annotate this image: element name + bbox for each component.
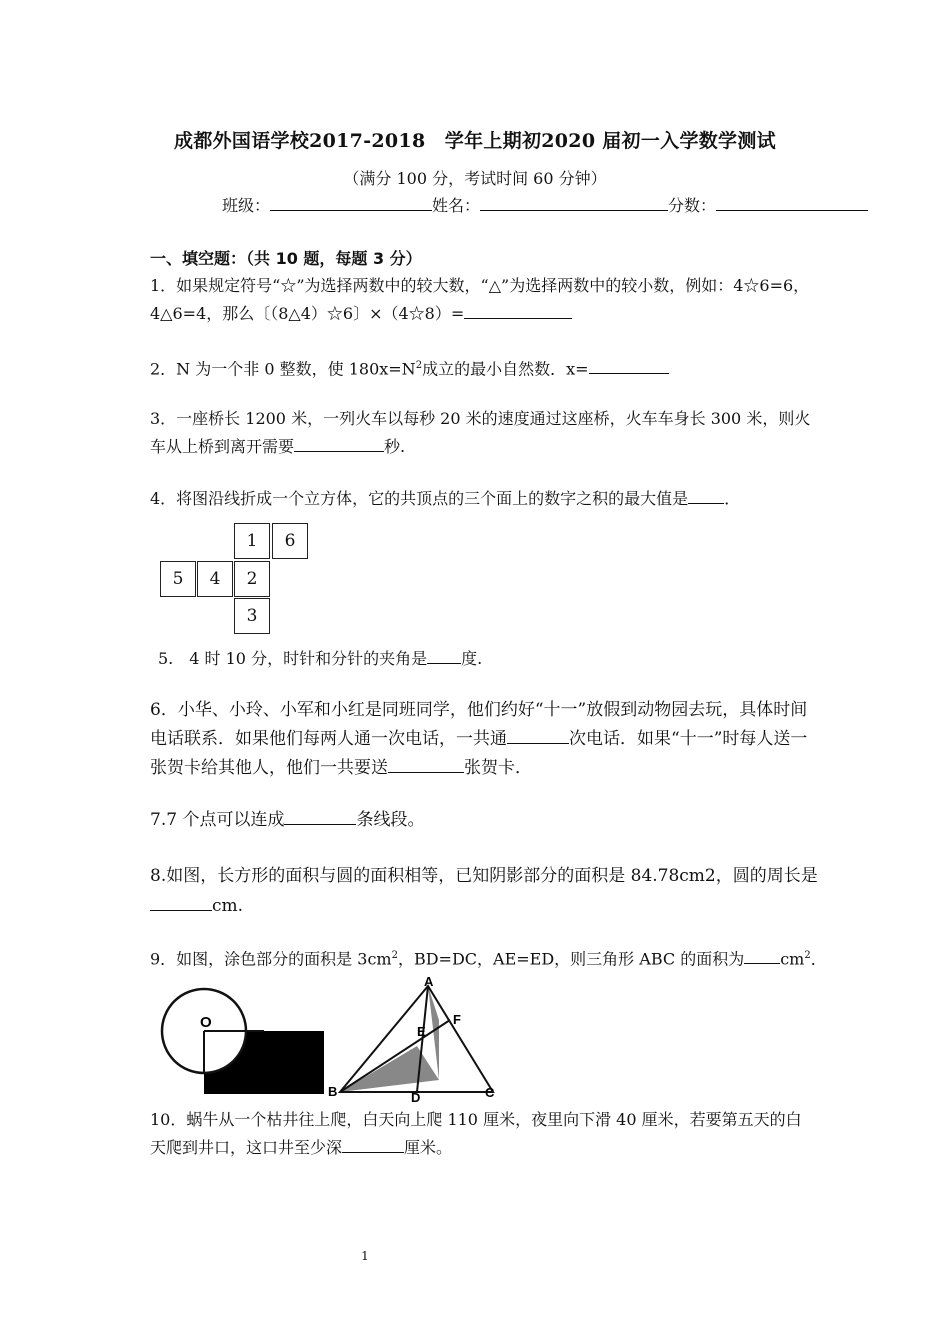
q3-answer-blank[interactable] xyxy=(294,437,384,452)
student-info-row xyxy=(222,193,868,216)
q2-text: 2．N 为一个非 0 整数，使 180x=N xyxy=(150,359,416,379)
question-2 xyxy=(150,352,669,383)
question-9 xyxy=(150,942,827,973)
page-number: 1 xyxy=(361,1249,369,1263)
q8-line2 xyxy=(150,891,818,921)
q10-answer-blank[interactable] xyxy=(342,1138,404,1153)
net-cell-2: 2 xyxy=(234,561,270,597)
question-3 xyxy=(150,405,810,461)
shaded-region-bottom xyxy=(340,1046,439,1092)
q6-line2 xyxy=(150,725,807,754)
question-8 xyxy=(150,861,818,921)
question-4 xyxy=(150,485,740,513)
q6-line1: 6．小华、小玲、小军和小红是同班同学，他们约好“十一”放假到动物园去玩，具体时间 xyxy=(150,700,808,720)
q6-answer-blank-1[interactable] xyxy=(507,729,569,744)
label-f: F xyxy=(453,1012,461,1027)
label-e: E xyxy=(417,1024,426,1039)
q2-superscript: 2 xyxy=(415,360,423,371)
q9-answer-blank[interactable] xyxy=(744,949,780,964)
exam-subtitle: （满分 100 分，考试时间 60 分钟） xyxy=(343,169,607,188)
question-7 xyxy=(150,806,424,834)
section-heading: 一、填空题：（共 10 题，每题 3 分） xyxy=(150,249,422,268)
circle-rectangle-figure xyxy=(160,975,330,1100)
q10-line1: 10．蜗牛从一个枯井往上爬，白天向上爬 110 厘米，夜里向下滑 40 厘米，若要第五天的白 xyxy=(150,1110,802,1129)
name-blank[interactable] xyxy=(480,194,668,211)
net-cell-5: 5 xyxy=(160,561,196,597)
q4-text: 4．将图沿线折成一个立方体，它的共顶点的三个面上的数字之积的最大值是 xyxy=(150,489,689,508)
q1-line1: 1．如果规定符号“☆”为选择两数中的较大数，“△”为选择两数中的较小数，例如：4☆6=6， xyxy=(150,276,810,295)
q9-superscript-2: 2 xyxy=(804,950,811,961)
label-c: C xyxy=(485,1085,495,1100)
q7-end: 条线段。 xyxy=(356,810,425,830)
page-title: 成都外国语学校2017-2018 学年上期初2020 届初一入学数学测试 xyxy=(174,130,776,152)
q4-end: ． xyxy=(724,489,741,508)
q5-end: 度. xyxy=(461,649,483,668)
q6-line3-text: 张贺卡给其他人，他们一共要送 xyxy=(150,758,388,778)
q3-line1: 3．一座桥长 1200 米，一列火车以每秒 20 米的速度通过这座桥，火车车身长 300 米，则火 xyxy=(150,409,811,428)
class-blank[interactable] xyxy=(270,194,432,211)
q10-line2-end: 厘米。 xyxy=(404,1138,453,1157)
q9-superscript-1: 2 xyxy=(391,950,398,961)
q7-text: 7.7 个点可以连成 xyxy=(150,810,285,830)
q8-answer-blank[interactable] xyxy=(150,896,212,911)
q9-end: ． xyxy=(810,949,827,969)
q6-line3 xyxy=(150,754,807,783)
label-b: B xyxy=(328,1084,338,1099)
net-cell-4: 4 xyxy=(197,561,233,597)
q2-answer-blank[interactable] xyxy=(589,359,669,374)
q5-answer-blank[interactable] xyxy=(427,649,461,664)
q4-answer-blank[interactable] xyxy=(688,489,724,504)
score-blank[interactable] xyxy=(716,194,868,211)
q6-line2-text: 电话联系．如果他们每两人通一次电话，一共通 xyxy=(150,729,507,749)
label-o: O xyxy=(200,1014,212,1031)
name-label: 姓名： xyxy=(432,196,481,215)
q9-text: 9．如图，涂色部分的面积是 3cm xyxy=(150,949,392,969)
q7-answer-blank[interactable] xyxy=(284,810,356,825)
q3-line2-end: 秒. xyxy=(384,437,406,456)
score-label: 分数： xyxy=(668,196,717,215)
q10-line2-text: 天爬到井口，这口井至少深 xyxy=(150,1138,343,1157)
label-a: A xyxy=(424,974,434,989)
q6-line3-end: 张贺卡． xyxy=(464,758,532,778)
q6-answer-blank-2[interactable] xyxy=(388,758,464,773)
q5-text: 5. 4 时 10 分，时针和分针的夹角是 xyxy=(158,649,428,668)
q1-line2-text: 4△6=4，那么〔（8△4）☆6〕×（4☆8）= xyxy=(150,304,465,323)
question-1 xyxy=(150,272,809,328)
q3-line2 xyxy=(150,433,810,461)
net-cell-3: 3 xyxy=(234,598,270,634)
q10-line2 xyxy=(150,1134,802,1162)
q1-line2 xyxy=(150,300,809,328)
q9-text-mid: ，BD=DC，AE=ED，则三角形 ABC 的面积为 xyxy=(397,949,745,969)
triangle-abc-figure xyxy=(325,972,510,1104)
question-10 xyxy=(150,1106,802,1162)
q3-line2-text: 车从上桥到离开需要 xyxy=(150,437,295,456)
question-6 xyxy=(150,696,807,783)
q1-answer-blank[interactable] xyxy=(464,304,572,319)
class-label: 班级： xyxy=(222,196,271,215)
q9-unit: cm xyxy=(780,949,805,969)
net-cell-6: 6 xyxy=(272,523,308,559)
q6-line2-end: 次电话．如果“十一”时每人送一 xyxy=(569,729,808,749)
q2-text-end: 成立的最小自然数．x= xyxy=(422,359,589,379)
label-d: D xyxy=(411,1090,421,1104)
q8-line2-end: cm. xyxy=(212,896,244,916)
net-cell-1: 1 xyxy=(234,523,270,559)
question-5 xyxy=(158,645,482,673)
q8-line1: 8.如图，长方形的面积与圆的面积相等，已知阴影部分的面积是 84.78cm2，圆的周长是 xyxy=(150,866,818,886)
